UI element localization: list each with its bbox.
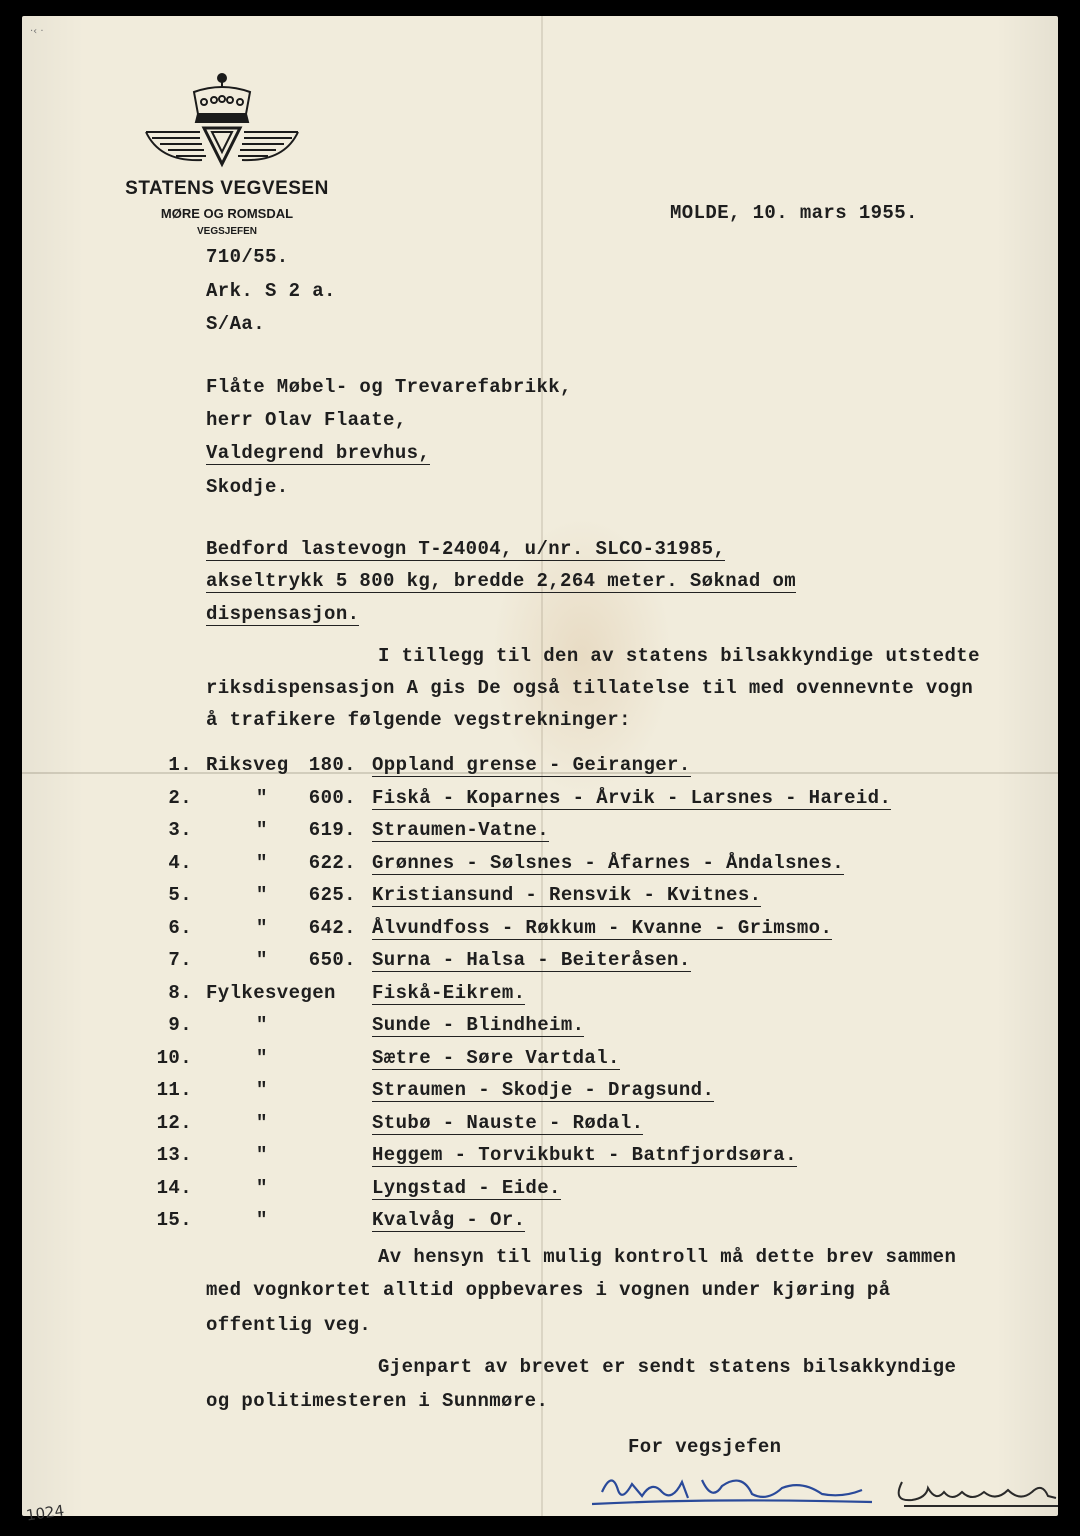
route-row [22, 917, 1058, 947]
route-description: Kvalvåg - Or. [372, 1209, 526, 1231]
intro-line-1: I tillegg til den av statens bilsakkyndige utstedte [378, 645, 980, 667]
intro-line-2: riksdispensasjon A gis De også tillatelse til med ovennevnte vogn [206, 677, 974, 699]
route-row [22, 787, 1058, 817]
route-road-type: Riksveg [206, 754, 289, 776]
reference-number: 710/55. [206, 246, 289, 268]
route-road-type: " [256, 1177, 268, 1199]
route-number: 14. [156, 1177, 192, 1199]
route-number: 15. [156, 1209, 192, 1231]
route-road-type: " [256, 1014, 268, 1036]
route-number: 11. [156, 1079, 192, 1101]
signatures [592, 1462, 1062, 1512]
route-description: Heggem - Torvikbukt - Batnfjordsøra. [372, 1144, 797, 1166]
route-row [22, 1177, 1058, 1207]
route-number: 2. [168, 787, 192, 809]
control-note-line-2: med vognkortet alltid oppbevares i vognen under kjøring på [206, 1279, 891, 1301]
route-road-type: " [256, 917, 268, 939]
org-region: MØRE OG ROMSDAL [160, 206, 294, 221]
recipient-line-2: herr Olav Flaate, [206, 409, 407, 431]
route-row [22, 1014, 1058, 1044]
route-road-number: 642. [308, 917, 356, 939]
route-road-type: " [256, 1112, 268, 1134]
route-number: 10. [156, 1047, 192, 1069]
route-description: Kristiansund - Rensvik - Kvitnes. [372, 884, 762, 906]
org-office: VEGSJEFEN [196, 226, 258, 237]
route-description: Straumen - Skodje - Dragsund. [372, 1079, 715, 1101]
route-road-type: " [256, 787, 268, 809]
route-description: Sunde - Blindheim. [372, 1014, 585, 1036]
route-number: 12. [156, 1112, 192, 1134]
statens-vegvesen-crown-logo [142, 70, 302, 190]
route-road-type: " [256, 884, 268, 906]
route-row [22, 852, 1058, 882]
route-road-number: 180. [308, 754, 356, 776]
signature-1 [592, 1480, 872, 1504]
route-row [22, 754, 1058, 784]
signature-2 [899, 1482, 1058, 1506]
route-row [22, 982, 1058, 1012]
route-number: 5. [168, 884, 192, 906]
control-note-line-3: offentlig veg. [206, 1314, 372, 1336]
route-row [22, 884, 1058, 914]
route-row [22, 949, 1058, 979]
route-road-number: 622. [308, 852, 356, 874]
recipient-line-3: Valdegrend brevhus, [206, 442, 431, 464]
route-road-number: 600. [308, 787, 356, 809]
route-number: 7. [168, 949, 192, 971]
initials-reference: S/Aa. [206, 313, 266, 335]
route-description: Surna - Halsa - Beiteråsen. [372, 949, 691, 971]
archive-reference: Ark. S 2 a. [206, 280, 336, 302]
org-name: STATENS VEGVESEN [125, 178, 329, 199]
intro-line-3: å trafikere følgende vegstrekninger: [206, 709, 631, 731]
closing-line: For vegsjefen [628, 1436, 782, 1458]
route-road-type: " [256, 949, 268, 971]
route-road-number: 625. [308, 884, 356, 906]
route-row [22, 1047, 1058, 1077]
route-row [22, 819, 1058, 849]
route-number: 3. [168, 819, 192, 841]
subject-line-1: Bedford lastevogn T-24004, u/nr. SLCO-31985, [206, 538, 726, 560]
subject-line-2: akseltrykk 5 800 kg, bredde 2,264 meter. Søknad om [206, 570, 797, 592]
route-description: Fiskå-Eikrem. [372, 982, 526, 1004]
route-description: Grønnes - Sølsnes - Åfarnes - Åndalsnes. [372, 852, 845, 874]
margin-note: 1024 [24, 1501, 66, 1525]
date-line: MOLDE, 10. mars 1955. [670, 202, 918, 224]
corner-mark: ·‹ · [30, 26, 44, 37]
route-description: Ålvundfoss - Røkkum - Kvanne - Grimsmo. [372, 917, 833, 939]
route-road-type: " [256, 852, 268, 874]
route-description: Stubø - Nauste - Rødal. [372, 1112, 644, 1134]
route-road-number: 619. [308, 819, 356, 841]
route-number: 1. [168, 754, 192, 776]
route-description: Sætre - Søre Vartdal. [372, 1047, 620, 1069]
copy-note-line-2: og politimesteren i Sunnmøre. [206, 1390, 549, 1412]
recipient-line-4: Skodje. [206, 476, 289, 498]
route-road-number: 650. [308, 949, 356, 971]
route-road-type: " [256, 1144, 268, 1166]
route-description: Straumen-Vatne. [372, 819, 550, 841]
route-row [22, 1144, 1058, 1174]
control-note-line-1: Av hensyn til mulig kontroll må dette brev sammen [378, 1246, 957, 1268]
route-description: Fiskå - Koparnes - Årvik - Larsnes - Hareid. [372, 787, 892, 809]
subject-line-3: dispensasjon. [206, 603, 360, 625]
route-road-type: " [256, 1079, 268, 1101]
route-number: 4. [168, 852, 192, 874]
route-road-type: " [256, 1209, 268, 1231]
route-row [22, 1112, 1058, 1142]
letter-page [22, 16, 1058, 1525]
route-row [22, 1209, 1058, 1239]
route-description: Lyngstad - Eide. [372, 1177, 561, 1199]
route-row [22, 1079, 1058, 1109]
route-road-type: Fylkesvegen [206, 982, 336, 1004]
route-number: 6. [168, 917, 192, 939]
recipient-line-1: Flåte Møbel- og Trevarefabrikk, [206, 376, 572, 398]
route-number: 13. [156, 1144, 192, 1166]
route-road-type: " [256, 819, 268, 841]
route-number: 9. [168, 1014, 192, 1036]
route-road-type: " [256, 1047, 268, 1069]
route-number: 8. [168, 982, 192, 1004]
route-description: Oppland grense - Geiranger. [372, 754, 691, 776]
copy-note-line-1: Gjenpart av brevet er sendt statens bilsakkyndige [378, 1356, 957, 1378]
